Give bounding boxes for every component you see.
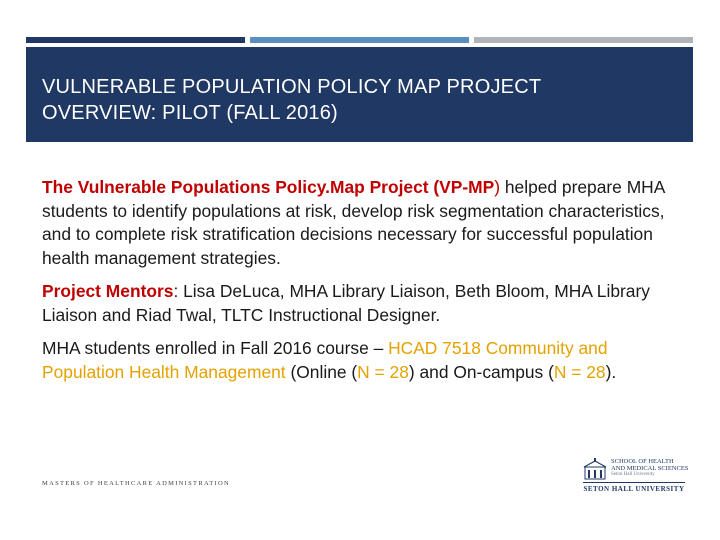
enrollment-text-2: (Online ( bbox=[285, 361, 358, 382]
campus-count: N = 28 bbox=[553, 361, 606, 382]
accent-bar-gray bbox=[474, 37, 693, 43]
slide-body bbox=[42, 176, 692, 394]
accent-bar-blue bbox=[250, 37, 469, 43]
title-band bbox=[26, 47, 693, 142]
paragraph-project-description bbox=[42, 176, 692, 270]
slide-title bbox=[42, 74, 693, 126]
slide-title-line2: OVERVIEW: PILOT (FALL 2016) bbox=[42, 102, 338, 124]
project-name-close: ) bbox=[494, 177, 501, 197]
logo-line-2: AND MEDICAL SCIENCES bbox=[611, 465, 689, 472]
seton-hall-logo bbox=[583, 458, 687, 494]
enrollment-text-3: ) and On-campus ( bbox=[408, 361, 554, 382]
accent-bar-navy bbox=[26, 37, 245, 43]
logo-line-3: Seton Hall University bbox=[611, 472, 655, 477]
project-name: The Vulnerable Populations Policy.Map Project (VP-MP bbox=[42, 177, 495, 197]
project-description: helped prepare MHA students to identify populations at risk, develop risk segmentation characteristics, and to complete risk stratification decisions necessary for successful population health management strategies. bbox=[42, 177, 665, 268]
logo-university: SETON HALL UNIVERSITY bbox=[583, 485, 685, 493]
logo-divider bbox=[583, 482, 685, 483]
paragraph-enrollment bbox=[42, 337, 692, 384]
mentors-label: Project Mentors bbox=[42, 281, 174, 301]
online-count: N = 28 bbox=[357, 361, 409, 382]
course-name: HCAD 7518 Community and Population Health Management bbox=[42, 338, 608, 382]
footer-program: MASTERS OF HEALTHCARE ADMINISTRATION bbox=[42, 480, 230, 487]
mentors-list: : Lisa DeLuca, MHA Library Liaison, Beth Bloom, MHA Library Liaison and Riad Twal, TLTC Instructional Designer. bbox=[42, 281, 650, 325]
logo-line-1: SCHOOL OF HEALTH bbox=[611, 458, 674, 465]
slide-title-line1: VULNERABLE POPULATION POLICY MAP PROJECT bbox=[42, 76, 542, 98]
building-icon bbox=[583, 458, 607, 480]
enrollment-text-1: MHA students enrolled in Fall 2016 course – bbox=[42, 338, 389, 358]
enrollment-text-4: ). bbox=[605, 361, 617, 382]
paragraph-mentors bbox=[42, 280, 692, 327]
